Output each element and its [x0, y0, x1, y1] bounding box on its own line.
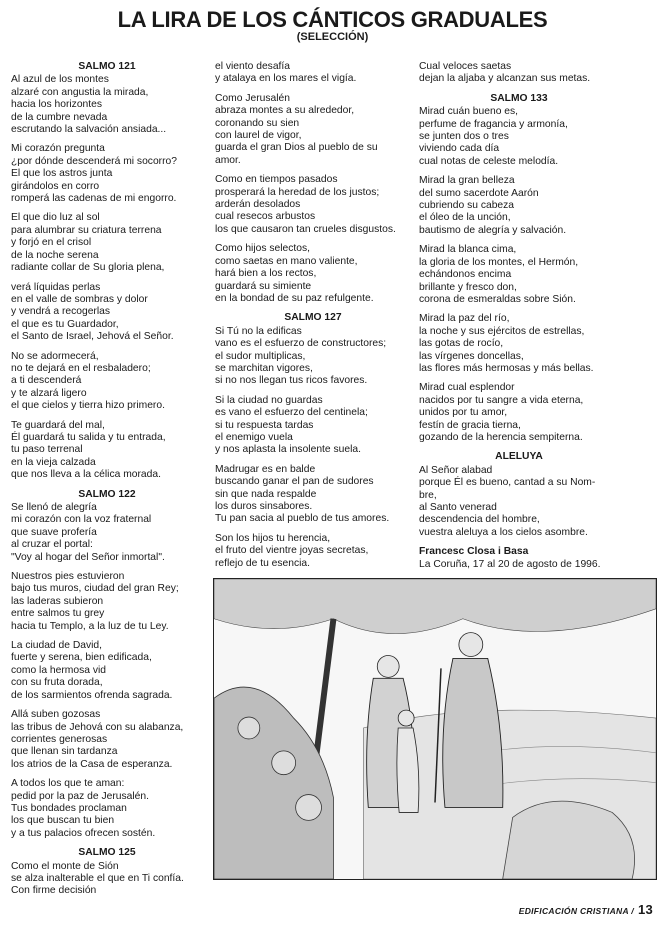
verse-line: vano es el esfuerzo de constructores; — [215, 338, 387, 350]
verse-line: las gotas de rocío, — [419, 338, 504, 350]
verse-line: y forjó en el crisol — [11, 237, 92, 249]
verse-line: al Santo venerad — [419, 502, 497, 513]
stanza — [11, 74, 203, 136]
stanza — [215, 326, 411, 388]
verse-line: festín de gracia tierna, — [419, 419, 521, 431]
psalm-133-title: SALMO 133 — [490, 92, 548, 104]
stanza — [419, 244, 619, 306]
verse-line: Te guardará del mal, — [11, 419, 105, 431]
verse-line: El que los astros junta — [11, 168, 113, 180]
verse-line: Si Tú no la edificas — [215, 325, 302, 337]
verse-line: y vendrá a recogerlas — [11, 306, 111, 318]
verse-line: como la hermosa vid — [11, 664, 106, 676]
verse-line: si tu respuesta tardas — [215, 419, 314, 431]
verse-line: Nuestros pies estuvieron — [11, 571, 125, 583]
verse-line: porque Él es bueno, cantad a su Nom- — [419, 477, 596, 489]
verse-line: buscando ganar el pan de sudores — [215, 476, 374, 488]
verse-line: ¿por dónde descenderá mi socorro? — [11, 155, 177, 167]
stanza — [11, 351, 203, 413]
verse-line: la noche y sus ejércitos de estrellas, — [419, 325, 585, 337]
verse-line: guardará su simiente — [215, 280, 312, 292]
publication-name: EDIFICACIÓN CRISTIANA / — [518, 906, 634, 916]
aleluya-body — [419, 465, 619, 539]
verse-line: escrutando la salvación ansiada... — [11, 124, 167, 136]
verse-line: en la bondad de su paz refulgente. — [215, 292, 374, 304]
psalm-127-body — [215, 326, 411, 570]
stanza — [419, 313, 619, 375]
verse-line: Al Señor alabad — [419, 464, 493, 476]
psalm-122-title: SALMO 122 — [78, 488, 136, 500]
verse-line: las flores más hermosas y más bellas. — [419, 362, 594, 374]
verse-line: si no nos llegan tus ricos favores. — [215, 375, 368, 387]
page-subtitle: (SELECCIÓN) — [296, 31, 369, 43]
verse-line: al cruzar el portal: — [11, 539, 93, 551]
stanza — [11, 640, 203, 702]
psalm-122-body — [11, 502, 203, 840]
author-name: Francesc Closa i Basa — [419, 546, 529, 558]
verse-line: los que causaron tan crueles disgustos. — [215, 223, 396, 235]
verse-line: de la cumbre nevada — [11, 111, 108, 123]
verse-line: "Voy al hogar del Señor inmortal". — [11, 551, 165, 563]
verse-line: Se llenó de alegría — [11, 502, 97, 513]
stanza — [11, 212, 203, 274]
stanza — [215, 533, 411, 570]
stanza — [215, 243, 411, 305]
page-title: LA LIRA DE LOS CÁNTICOS GRADUALES — [117, 7, 548, 32]
verse-line: los que buscan tu bien — [11, 815, 115, 827]
psalm-125-body — [11, 861, 203, 898]
verse-line: no te dejará en el resbaladero; — [11, 362, 151, 374]
verse-line: Con firme decisión — [11, 885, 97, 897]
verse-line: cual notas de celeste melodía. — [419, 155, 559, 167]
verse-line: radiante collar de Su gloria plena, — [11, 262, 165, 274]
place-date: La Coruña, 17 al 20 de agosto de 1996. — [419, 558, 601, 570]
verse-line: unidos por tu amor, — [419, 407, 508, 419]
verse-line: Mirad cual esplendor — [419, 382, 515, 394]
stanza — [11, 571, 203, 633]
verse-line: cual resecos arbustos — [215, 211, 316, 223]
psalm-121-title: SALMO 121 — [78, 61, 136, 72]
psalm-125-title: SALMO 125 — [78, 847, 136, 859]
column-2 — [215, 61, 411, 577]
verse-line: se marchitan vigores, — [215, 362, 313, 374]
verse-line: se alza inalterable el que en Ti confía. — [11, 872, 184, 884]
verse-line: Son los hijos tu herencia, — [215, 532, 331, 544]
verse-line: que suave profería — [11, 526, 97, 538]
stanza — [419, 465, 619, 539]
verse-line: se junten dos o tres — [419, 131, 509, 143]
verse-line: el óleo de la unción, — [419, 212, 511, 224]
stanza — [11, 778, 203, 840]
stanza — [419, 106, 619, 168]
verse-line: que llenan sin tardanza — [11, 746, 118, 758]
verse-line: Mirad la blanca cima, — [419, 244, 517, 256]
stanza — [11, 420, 203, 482]
verse-line: es vano el esfuerzo del centinela; — [215, 407, 368, 419]
verse-line: nacidos por tu sangre a vida eterna, — [419, 394, 584, 406]
verse-line: Tus bondades proclaman — [11, 802, 127, 814]
verse-line: Como el monte de Sión — [11, 860, 119, 872]
verse-line: la gloria de los montes, el Hermón, — [419, 256, 579, 268]
verse-line: Allá suben gozosas — [11, 709, 101, 721]
verse-line: arderán desolados — [215, 199, 301, 211]
verse-line: Él guardará tu salida y tu entrada, — [11, 431, 166, 443]
stanza — [215, 174, 411, 236]
biblical-illustration — [213, 578, 657, 880]
column-1 — [11, 61, 203, 905]
verse-line: el Santo de Israel, Jehová el Señor. — [11, 331, 174, 343]
verse-line: y te alzará ligero — [11, 387, 87, 399]
verse-line: Mirad cuán bueno es, — [419, 106, 519, 118]
verse-line: hacia tu Templo, a la luz de tu Ley. — [11, 620, 169, 632]
psalm-121-body — [11, 74, 203, 481]
verse-line: coronando su sien — [215, 117, 300, 129]
verse-line: las laderas subieron — [11, 595, 104, 607]
verse-line: para alumbrar su criatura terrena — [11, 224, 162, 236]
verse-line: Al azul de los montes — [11, 74, 109, 86]
verse-line: bajo tus muros, ciudad del gran Rey; — [11, 583, 179, 595]
verse-line: prosperará la heredad de los justos; — [215, 186, 380, 198]
stanza — [419, 175, 619, 237]
stanza — [11, 861, 203, 898]
verse-line: dejan la aljaba y alcanzan sus metas. — [419, 73, 591, 85]
verse-line: y a tus palacios ofrecen sostén. — [11, 827, 156, 839]
psalm-127-title: SALMO 127 — [284, 312, 342, 324]
page-number: 13 — [637, 902, 653, 917]
stanza — [215, 464, 411, 526]
verse-line: hacia los horizontes — [11, 99, 103, 111]
verse-line: los duros sinsabores. — [215, 501, 313, 512]
pilgrims-illustration — [214, 579, 656, 879]
verse-line: gozando de la herencia sempiterna. — [419, 431, 583, 443]
verse-line: Si la ciudad no guardas — [215, 394, 323, 406]
verse-line: con su fruta dorada, — [11, 677, 103, 689]
page-footer — [519, 902, 653, 917]
verse-line: a ti descenderá — [11, 375, 82, 387]
verse-line: y nos aplasta la insolente suela. — [215, 444, 361, 456]
verse-line: pedid por la paz de Jerusalén. — [11, 790, 149, 802]
verse-line: y atalaya en los mares el vigía. — [215, 73, 357, 85]
verse-line: en el valle de sombras y dolor — [11, 293, 148, 305]
verse-line: tu paso terrenal — [11, 444, 83, 456]
psalm-133-body — [419, 106, 619, 444]
verse-line: perfume de fragancia y armonía, — [419, 118, 568, 130]
verse-line: Mirad la gran belleza — [419, 175, 515, 187]
verse-line: El que dio luz al sol — [11, 212, 100, 224]
verse-line: las tribus de Jehová con su alabanza, — [11, 721, 184, 733]
verse-line: corona de esmeraldas sobre Sión. — [419, 293, 576, 305]
verse-line: el viento desafía — [215, 61, 290, 72]
verse-line: el enemigo vuela — [215, 431, 293, 443]
verse-line: fuerte y serena, bien edificada, — [11, 652, 152, 664]
stanza — [11, 143, 203, 205]
verse-line: entre salmos tu grey — [11, 608, 105, 620]
verse-line: verá líquidas perlas — [11, 281, 101, 293]
verse-line: el que es tu Guardador, — [11, 318, 119, 330]
verse-line: bre, — [419, 489, 437, 501]
verse-line: La ciudad de David, — [11, 640, 103, 652]
verse-line: brillante y fresco don, — [419, 281, 517, 293]
verse-line: girándolos en corro — [11, 180, 100, 192]
stanza — [215, 93, 411, 167]
psalm-125-continued — [215, 61, 411, 305]
verse-line: guarda el gran Dios al pueblo de su — [215, 142, 378, 154]
verse-line: el sudor multiplicas, — [215, 350, 306, 362]
verse-line: cubriendo su cabeza — [419, 200, 515, 212]
verse-line: Mi corazón pregunta — [11, 143, 105, 155]
stanza — [11, 502, 203, 564]
verse-line: Como Jerusalén — [215, 92, 290, 104]
verse-line: con laurel de vigor, — [215, 130, 302, 142]
verse-line: bautismo de alegría y salvación. — [419, 224, 567, 236]
verse-line: amor. — [215, 154, 241, 166]
verse-line: alzaré con angustia la mirada, — [11, 86, 149, 98]
verse-line: que nos lleva a la célica morada. — [11, 469, 161, 481]
stanza — [215, 395, 411, 457]
verse-line: echándonos encima — [419, 269, 512, 281]
verse-line: Como hijos selectos, — [215, 243, 310, 255]
verse-line: de los sarmientos ofrenda sagrada. — [11, 689, 173, 701]
verse-line: vuestra aleluya a los cielos asombre. — [419, 526, 588, 538]
stanza — [419, 382, 619, 444]
verse-line: abraza montes a su alrededor, — [215, 105, 355, 117]
verse-line: A todos los que te aman: — [11, 778, 125, 790]
verse-line: No se adormecerá, — [11, 350, 99, 362]
stanza — [419, 61, 619, 86]
verse-line: sin que nada respalde — [215, 488, 317, 500]
verse-line: reflejo de tu esencia. — [215, 557, 311, 569]
verse-line: del sumo sacerdote Aarón — [419, 187, 539, 199]
stanza — [11, 709, 203, 771]
verse-line: Madrugar es en balde — [215, 463, 316, 475]
column-3 — [419, 61, 619, 571]
verse-line: corrientes generosas — [11, 733, 108, 745]
psalm-127-continued — [419, 61, 619, 86]
verse-line: como saetas en mano valiente, — [215, 255, 358, 267]
verse-line: las vírgenes doncellas, — [419, 350, 524, 362]
verse-line: hará bien a los rectos, — [215, 268, 317, 280]
stanza — [215, 61, 411, 86]
verse-line: Tu pan sacia al pueblo de tus amores. — [215, 513, 390, 525]
aleluya-title: ALELUYA — [495, 451, 543, 463]
verse-line: descendencia del hombre, — [419, 514, 540, 526]
stanza — [11, 282, 203, 344]
verse-line: romperá las cadenas de mi engorro. — [11, 193, 177, 205]
verse-line: mi corazón con la voz fraternal — [11, 514, 152, 526]
verse-line: el fruto del vientre joyas secretas, — [215, 545, 369, 557]
verse-line: el que cielos y tierra hizo primero. — [11, 400, 165, 412]
verse-line: viviendo cada día — [419, 143, 500, 155]
verse-line: Cual veloces saetas — [419, 61, 512, 72]
verse-line: de la noche serena — [11, 249, 99, 261]
verse-line: Como en tiempos pasados — [215, 174, 338, 186]
verse-line: en la vieja calzada — [11, 456, 96, 468]
verse-line: Mirad la paz del río, — [419, 313, 510, 325]
verse-line: los atrios de la Casa de esperanza. — [11, 758, 173, 770]
